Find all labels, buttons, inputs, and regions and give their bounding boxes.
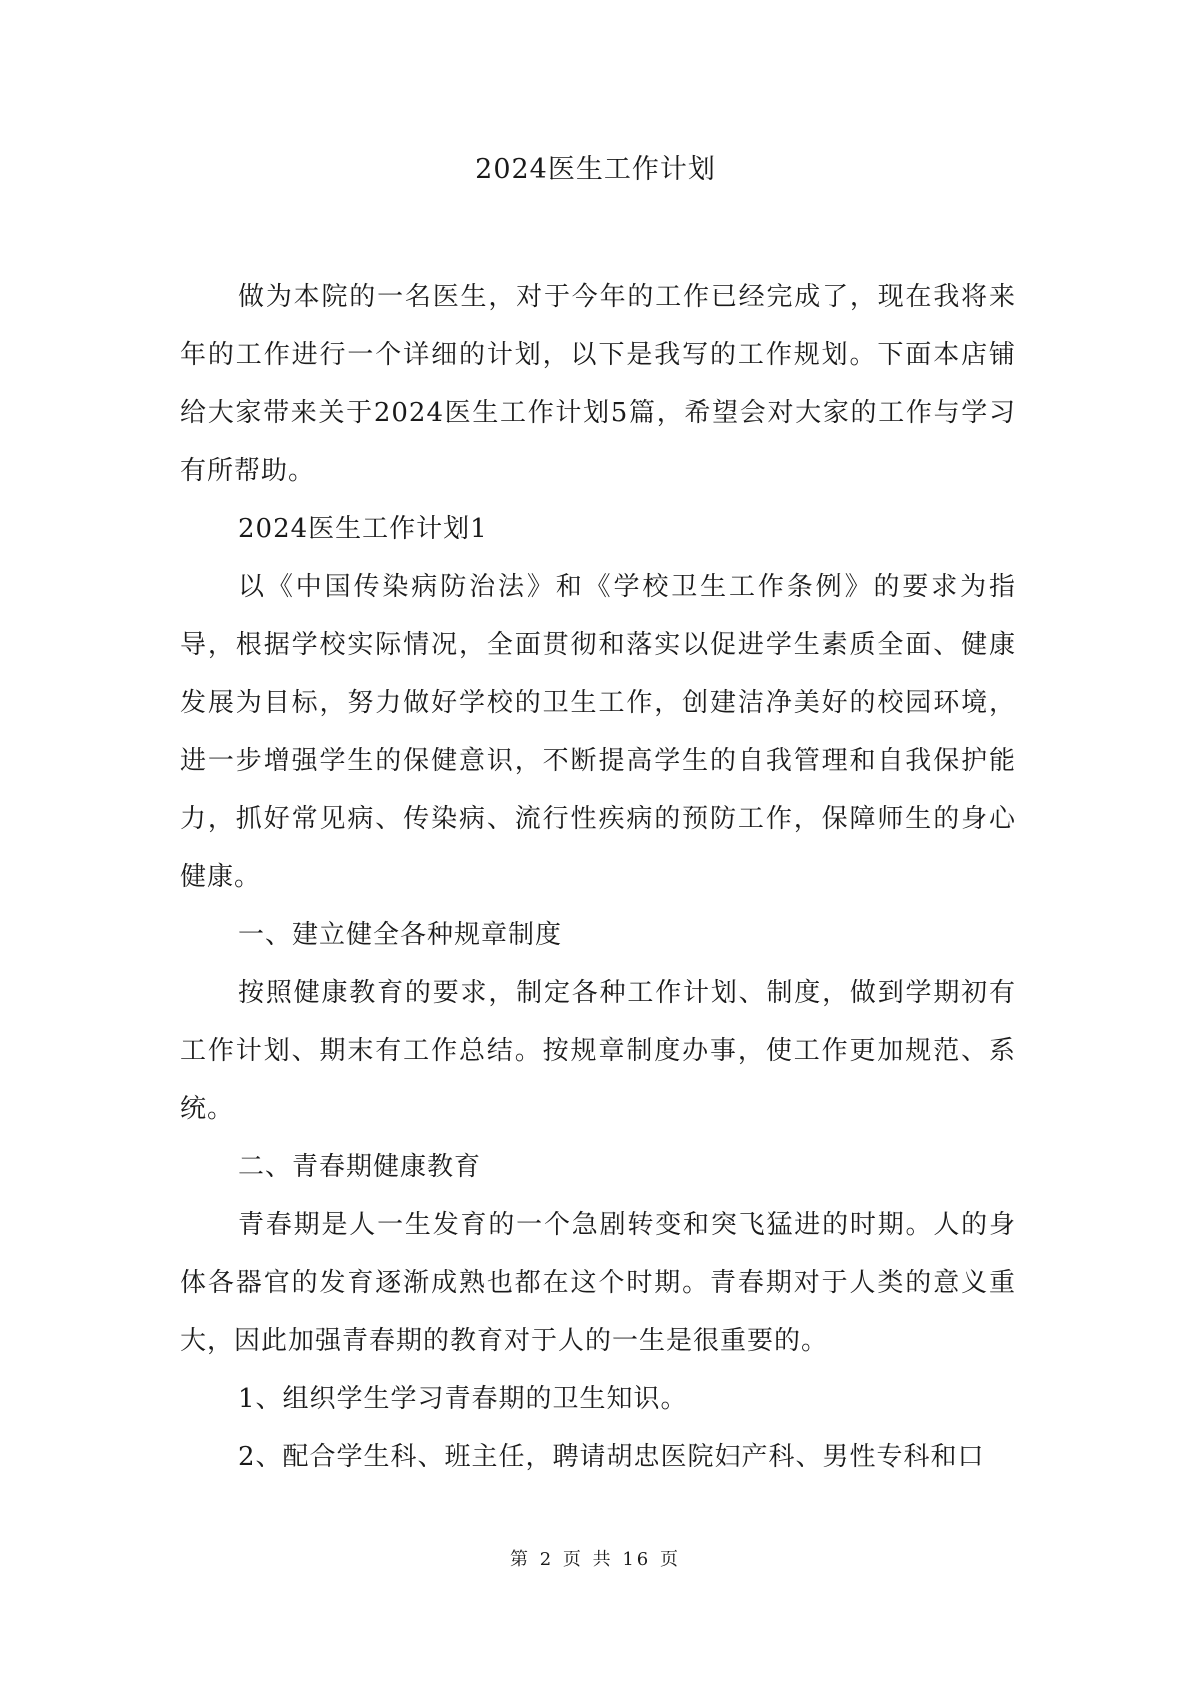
plan-overview-paragraph: 以《中国传染病防治法》和《学校卫生工作条例》的要求为指导，根据学校实际情况，全面贯彻和落实以促进学生素质全面、健康发展为目标，努力做好学校的卫生工作，创建洁净美好的校园环境，进一步增强学生的保健意识，不断提高学生的自我管理和自我保护能力，抓好常见病、传染病、流行性疾病的预防工作，保障师生的身心健康。 bbox=[180, 572, 1016, 892]
list-item-1: 1、组织学生学习青春期的卫生知识。 bbox=[238, 1384, 688, 1414]
list-item-2: 2、配合学生科、班主任，聘请胡忠医院妇产科、男性专科和口 bbox=[238, 1442, 985, 1472]
document-title: 2024医生工作计划 bbox=[475, 154, 716, 185]
puberty-paragraph: 青春期是人一生发育的一个急剧转变和突飞猛进的时期。人的身体各器官的发育逐渐成熟也都在这个时期。青春期对于人类的意义重大，因此加强青春期的教育对于人的一生是很重要的。 bbox=[180, 1210, 1016, 1356]
heading-puberty-education: 二、青春期健康教育 bbox=[238, 1152, 482, 1182]
intro-paragraph: 做为本院的一名医生，对于今年的工作已经完成了，现在我将来年的工作进行一个详细的计划，以下是我写的工作规划。下面本店铺给大家带来关于2024医生工作计划5篇，希望会对大家的工作与学习有所帮助。 bbox=[180, 282, 1016, 486]
section-heading-plan-1: 2024医生工作计划1 bbox=[238, 514, 488, 544]
document-body bbox=[180, 268, 1016, 1486]
heading-rules-system: 一、建立健全各种规章制度 bbox=[238, 920, 563, 950]
page-footer: 第 2 页 共 16 页 bbox=[510, 1549, 681, 1570]
rules-system-paragraph: 按照健康教育的要求，制定各种工作计划、制度，做到学期初有工作计划、期末有工作总结。按规章制度办事，使工作更加规范、系统。 bbox=[180, 978, 1016, 1124]
